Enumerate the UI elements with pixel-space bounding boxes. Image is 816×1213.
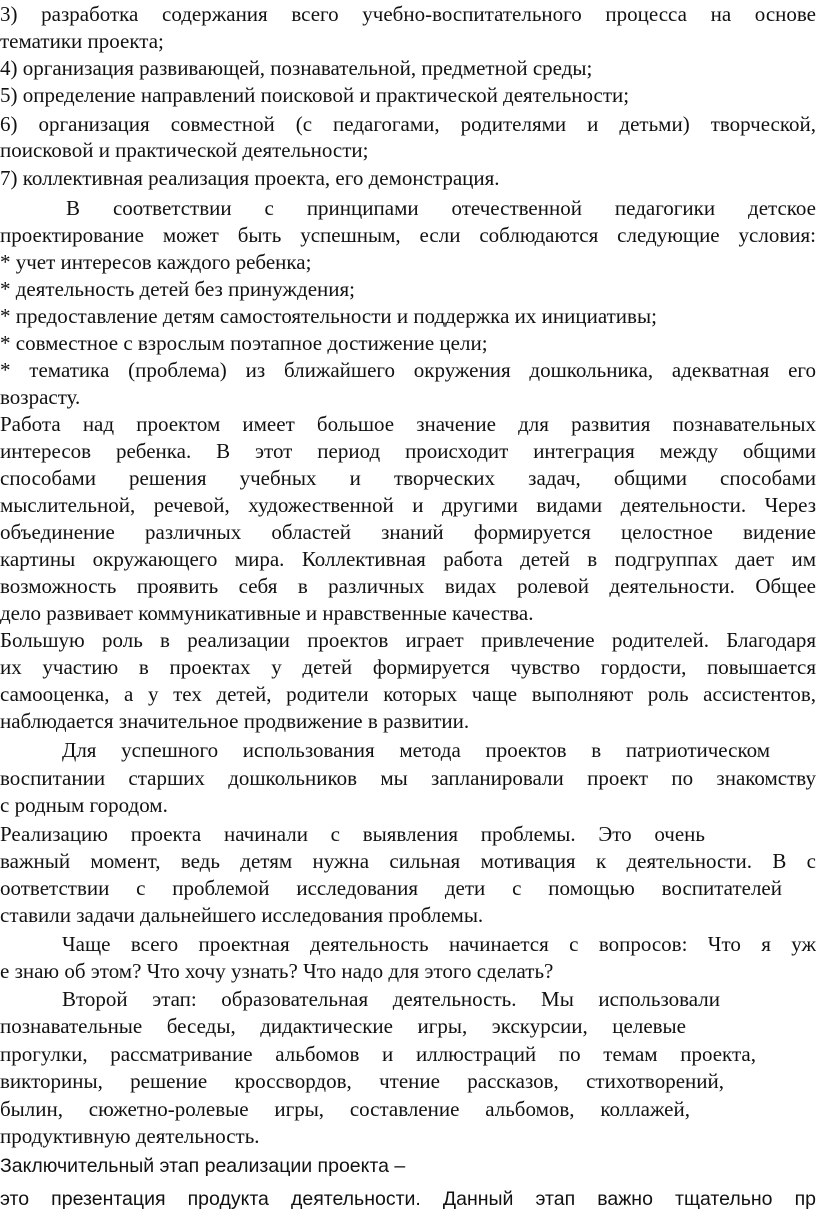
text-line: Работа над проектом имеет большое значение для развития познавательных [0, 412, 816, 436]
text-line: это презентация продукта деятельности. Данный этап важно тщательно пр [0, 1188, 816, 1210]
text-line: 5) определение направлений поисковой и практической деятельности; [0, 83, 630, 107]
text-line: важный момент, ведь детям нужна сильная мотивация к деятельности. В с [0, 849, 816, 873]
text-line: картины окружающего мира. Коллективная работа детей в подгруппах дает им [0, 547, 816, 571]
text-line: поисковой и практической деятельности; [0, 138, 369, 162]
text-line: Большую роль в реализации проектов играет привлечение родителей. Благодаря [0, 628, 816, 652]
text-line: 6) организация совместной (с педагогами, родителями и детьми) творческой, [0, 112, 816, 136]
text-line: объединение различных областей знаний формируется целостное видение [0, 520, 816, 544]
text-line: воспитании старших дошкольников мы запланировали проект по знакомству [0, 766, 816, 790]
text-line: * деятельность детей без принуждения; [0, 277, 356, 301]
text-line: 7) коллективная реализация проекта, его демонстрация. [0, 166, 500, 190]
text-line: оответствии с проблемой исследования дети с помощью воспитателей [0, 876, 782, 900]
text-line: Заключительный этап реализации проекта – [0, 1155, 406, 1177]
text-line: самооценка, а у тех детей, родители которых чаще выполняют роль ассистентов, [0, 682, 816, 706]
text-line: Реализацию проекта начинали с выявления проблемы. Это очень [0, 822, 705, 846]
text-line: наблюдается значительное продвижение в развитии. [0, 709, 470, 733]
text-line: возрасту. [0, 385, 81, 409]
text-line: проектирование может быть успешным, если соблюдаются следующие условия: [0, 223, 816, 247]
text-line: интересов ребенка. В этот период происходит интеграция между общими [0, 439, 816, 463]
text-line: 4) организация развивающей, познавательной, предметной среды; [0, 56, 593, 80]
text-line: дело развивает коммуникативные и нравственные качества. [0, 601, 534, 625]
text-line: * совместное с взрослым поэтапное достижение цели; [0, 331, 488, 355]
text-line: * предоставление детям самостоятельности и поддержка их инициативы; [0, 304, 657, 328]
text-line: тематики проекта; [0, 29, 164, 53]
text-line: мыслительной, речевой, художественной и другими видами деятельности. Через [0, 493, 816, 517]
text-line: викторины, решение кроссвордов, чтение рассказов, стихотворений, [0, 1069, 724, 1093]
text-line: * тематика (проблема) из ближайшего окружения дошкольника, адекватная его [0, 358, 816, 382]
text-line: способами решения учебных и творческих задач, общими способами [0, 466, 816, 490]
text-line: познавательные беседы, дидактические игры, экскурсии, целевые [0, 1014, 686, 1038]
text-line: былин, сюжетно-ролевые игры, составление альбомов, коллажей, [0, 1097, 690, 1121]
text-line: 3) разработка содержания всего учебно-воспитательного процесса на основе [0, 2, 816, 26]
text-line: их участию в проектах у детей формируется чувство гордости, повышается [0, 655, 816, 679]
text-line: В соответствии с принципами отечественной педагогики детское [66, 196, 816, 220]
text-line: прогулки, рассматривание альбомов и иллюстраций по темам проекта, [0, 1042, 756, 1066]
text-line: Для успешного использования метода проектов в патриотическом [62, 738, 770, 762]
text-line: ставили задачи дальнейшего исследования проблемы. [0, 903, 484, 927]
text-line: возможность проявить себя в различных видах ролевой деятельности. Общее [0, 574, 816, 598]
text-line: * учет интересов каждого ребенка; [0, 250, 312, 274]
text-line: Второй этап: образовательная деятельность. Мы использовали [62, 987, 720, 1011]
text-line: е знаю об этом? Что хочу узнать? Что надо для этого сделать? [0, 959, 554, 983]
text-line: Чаще всего проектная деятельность начинается с вопросов: Что я уж [62, 932, 816, 956]
text-line: с родным городом. [0, 793, 168, 817]
text-line: продуктивную деятельность. [0, 1124, 260, 1148]
